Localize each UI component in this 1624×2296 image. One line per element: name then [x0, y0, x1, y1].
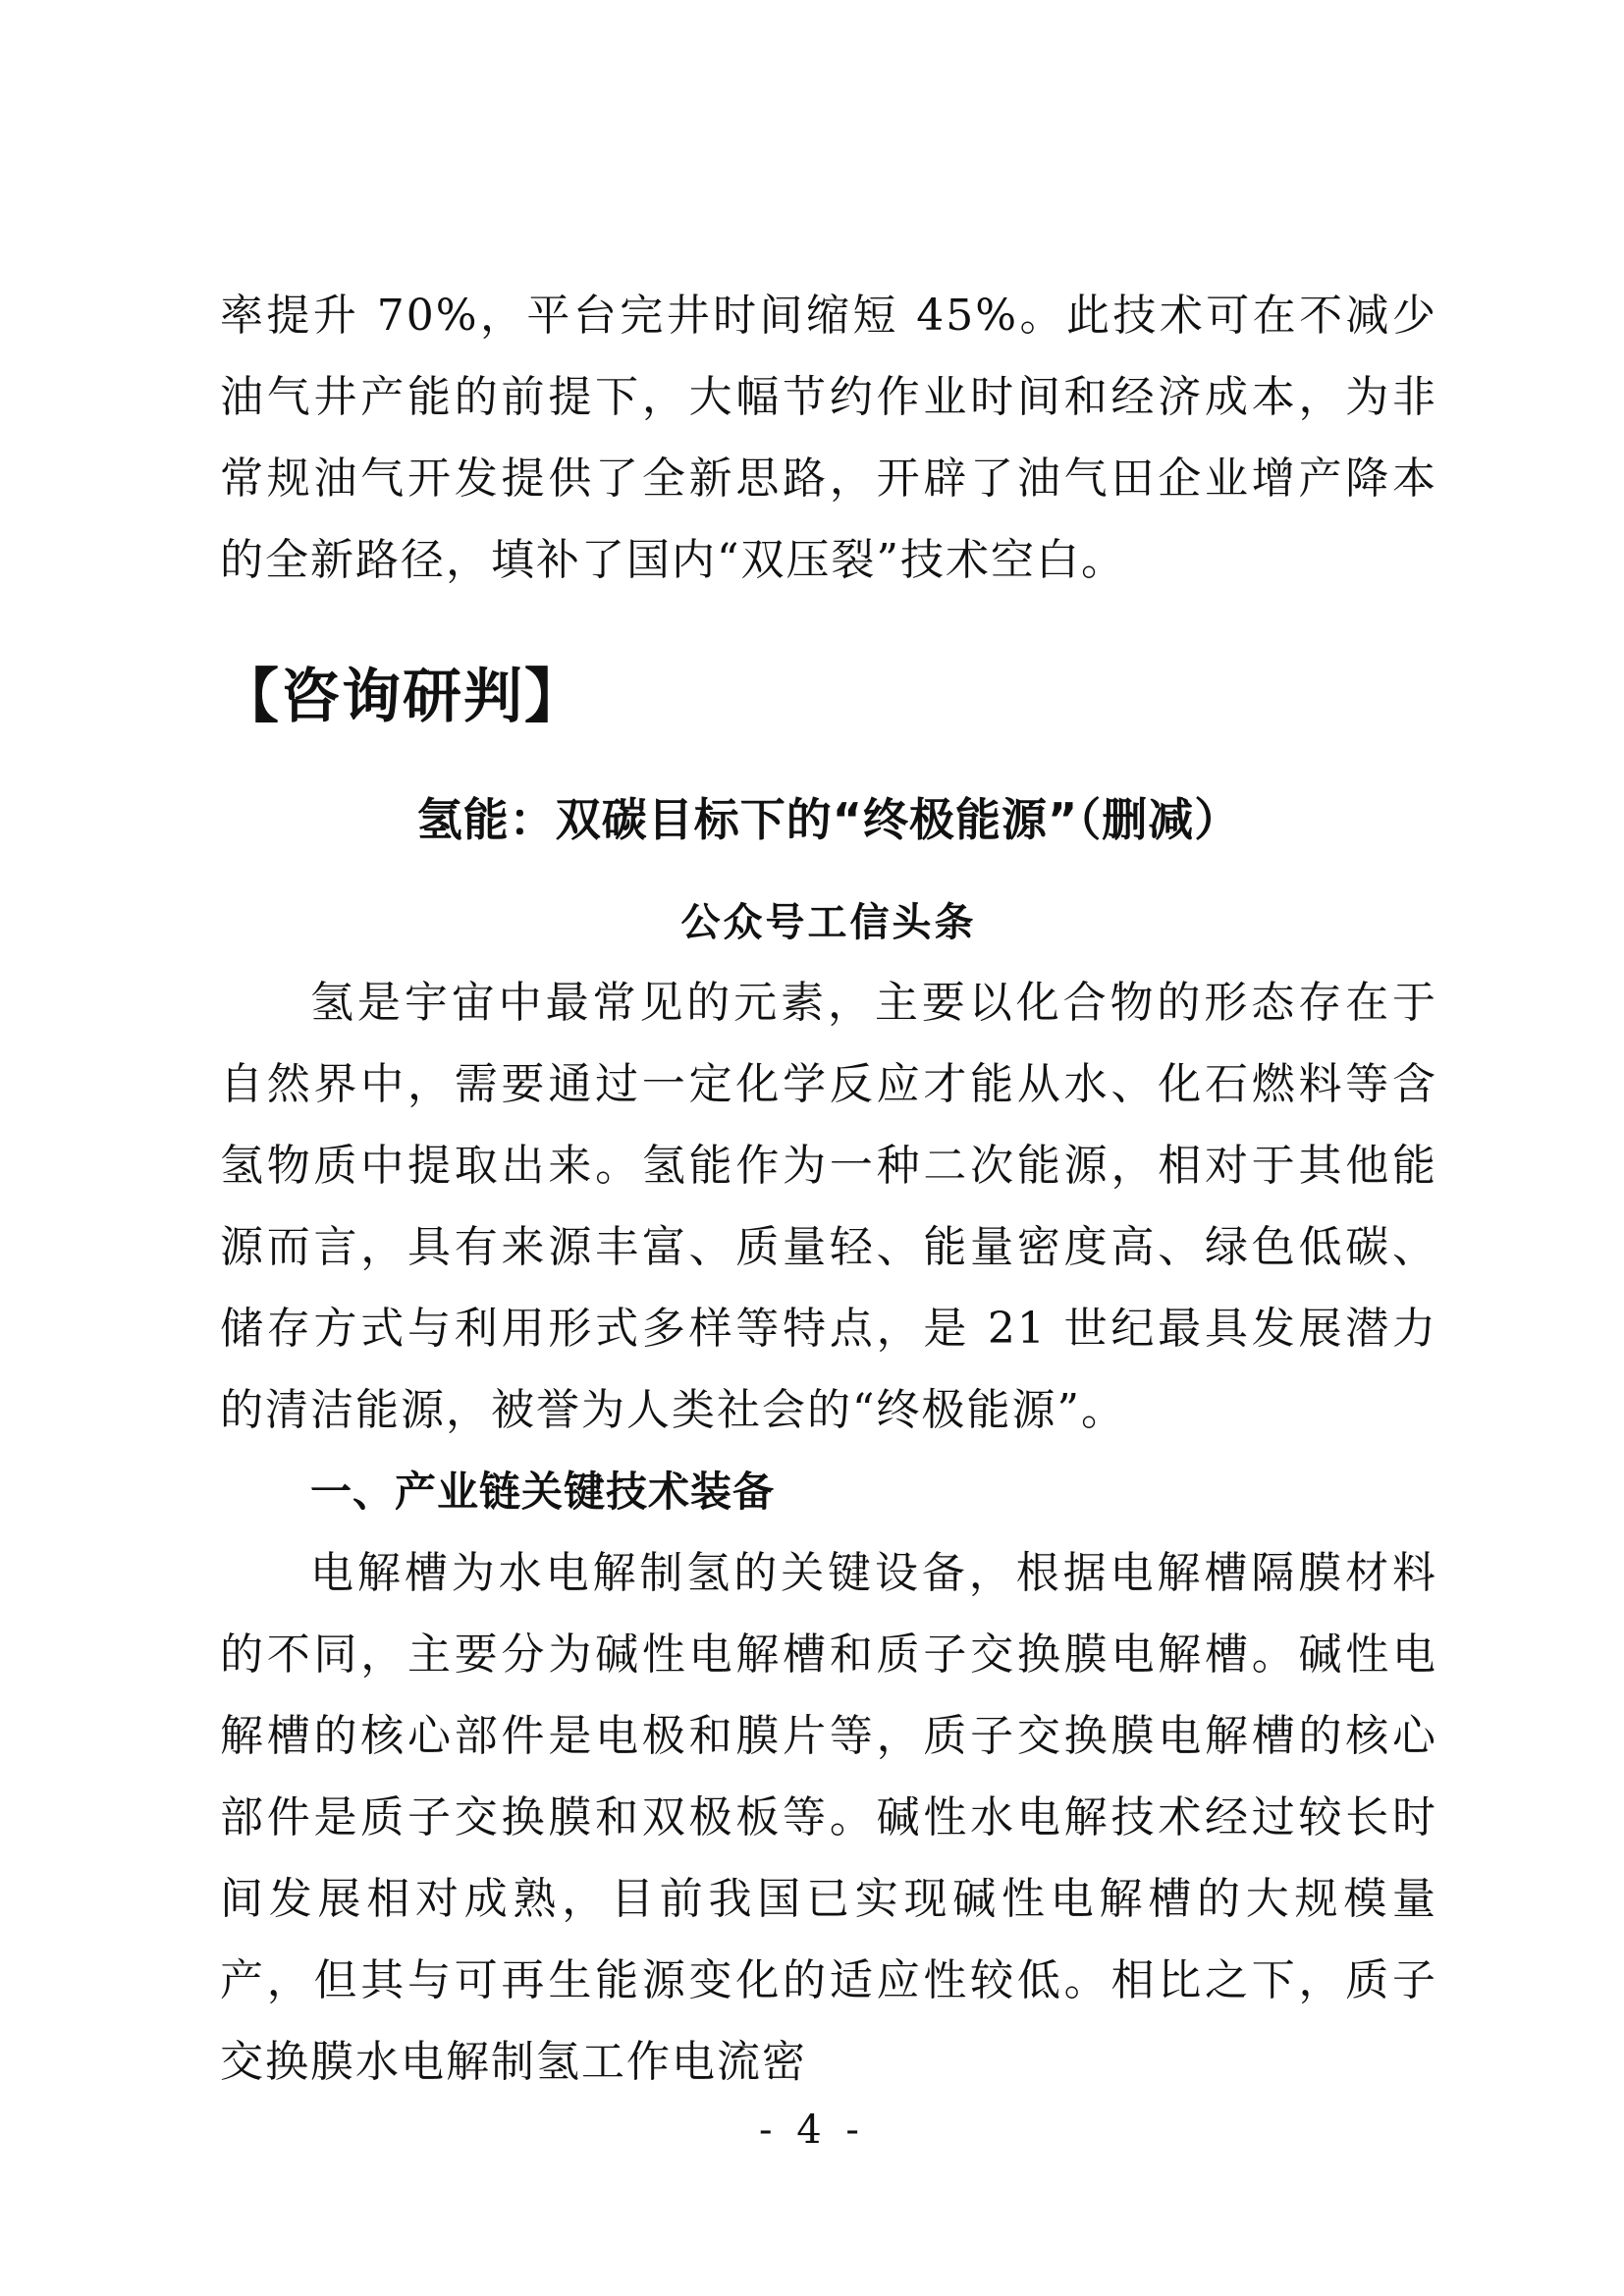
paragraph-hydrogen-intro: 氢是宇宙中最常见的元素，主要以化合物的形态存在于自然界中，需要通过一定化学反应才能从水、化石燃料等含氢物质中提取出来。氢能作为一种二次能源，相对于其他能源而言，具有来源丰富、质量轻、能量密度高、绿色低碳、储存方式与利用形式多样等特点，是 21 世纪最具发展潜力的清洁能源，被誉为人类社会的“终极能源”。: [220, 978, 1437, 1435]
section-tag: 【咨询研判】: [220, 663, 585, 731]
paragraph-electrolyzer: 电解槽为水电解制氢的关键设备，根据电解槽隔膜材料的不同，主要分为碱性电解槽和质子交换膜电解槽。碱性电解槽的核心部件是电极和膜片等，质子交换膜电解槽的核心部件是质子交换膜和双极板等。碱性水电解技术经过较长时间发展相对成熟，目前我国已实现碱性电解槽的大规模量产，但其与可再生能源变化的适应性较低。相比之下，质子交换膜水电解制氢工作电流密: [220, 1548, 1437, 2087]
page-content: [220, 275, 1437, 2103]
article-source: 公众号工信头条: [680, 899, 977, 945]
page-number: - 4 -: [759, 2108, 865, 2153]
paragraph-intro-continued: 率提升 70%，平台完井时间缩短 45%。此技术可在不减少油气井产能的前提下，大幅节约作业时间和经济成本，为非常规油气开发提供了全新思路，开辟了油气田企业增产降本的全新路径，填补了国内“双压裂”技术空白。: [220, 291, 1437, 585]
subheading-industry-chain: 一、产业链关键技术装备: [310, 1468, 776, 1516]
article-title: 氢能：双碳目标下的“终极能源”（删减）: [416, 793, 1241, 846]
